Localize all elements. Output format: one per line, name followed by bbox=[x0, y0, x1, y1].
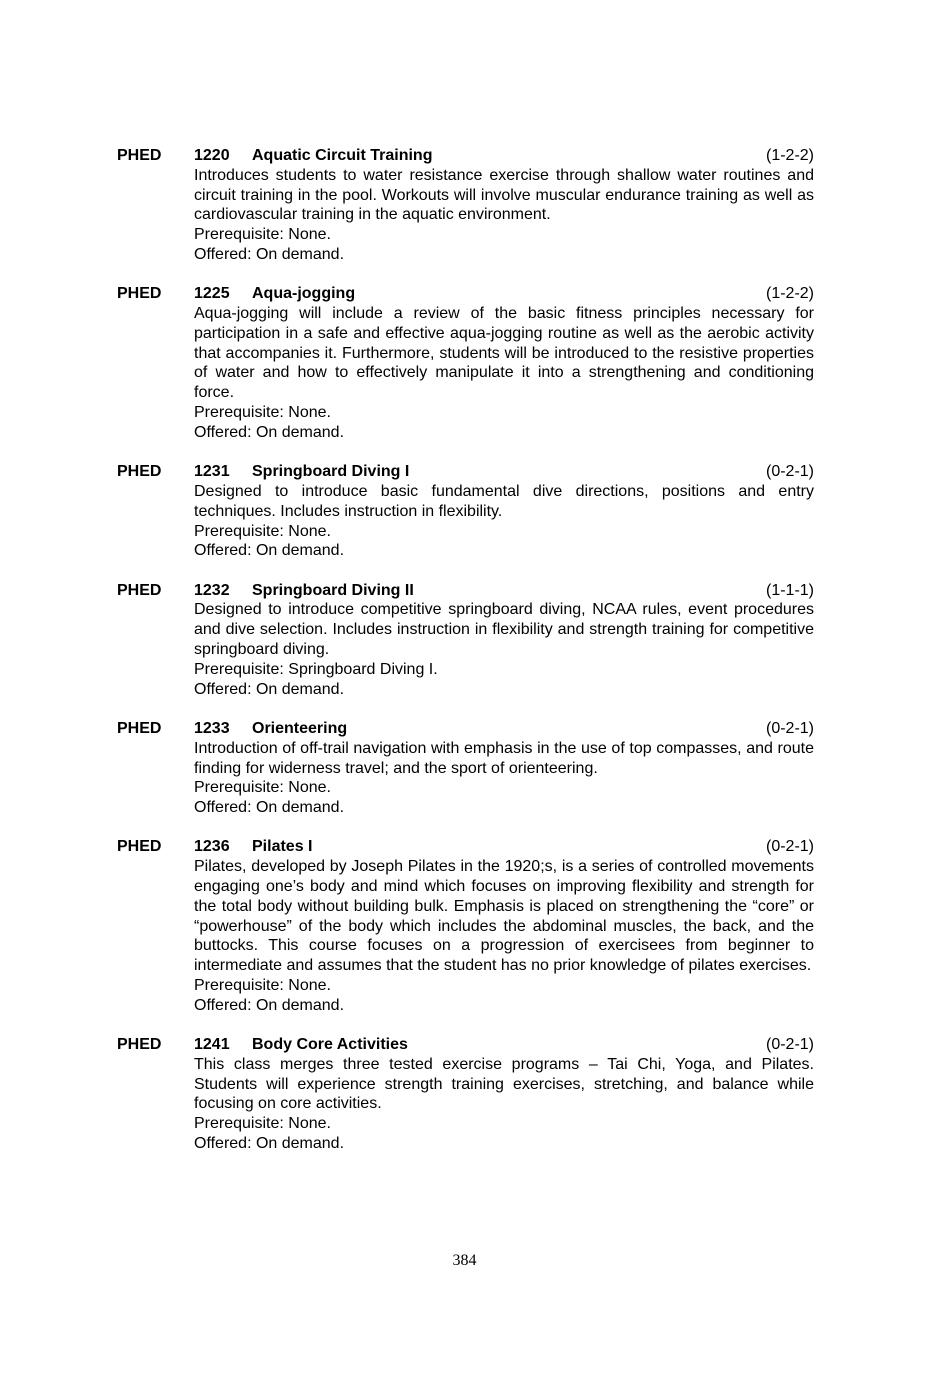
course-subject: PHED bbox=[117, 1036, 162, 1054]
course-title: Orienteering bbox=[252, 719, 348, 737]
course-offered: Offered: On demand. bbox=[194, 245, 345, 263]
course-entry bbox=[117, 146, 814, 265]
course-subject: PHED bbox=[117, 581, 162, 599]
course-hours: (1-2-2) bbox=[765, 285, 814, 303]
course-list bbox=[117, 146, 814, 1154]
course-prerequisite: Prerequisite: None. bbox=[194, 226, 331, 244]
course-title: Aqua-jogging bbox=[252, 285, 356, 303]
course-subject: PHED bbox=[117, 147, 162, 164]
course-title-line bbox=[194, 837, 312, 857]
course-body bbox=[194, 284, 814, 442]
course-heading bbox=[194, 284, 814, 304]
course-body bbox=[194, 581, 814, 700]
course-prerequisite: Prerequisite: None. bbox=[194, 779, 331, 797]
course-title: Aquatic Circuit Training bbox=[252, 147, 433, 164]
course-prerequisite: Prerequisite: None. bbox=[194, 976, 331, 994]
course-description: Designed to introduce basic fundamental dive directions, positions and entry techniques. Includes instruction in flexibility. bbox=[194, 482, 814, 520]
course-subject: PHED bbox=[117, 838, 162, 856]
course-heading bbox=[194, 1035, 814, 1055]
course-number: 1220 bbox=[194, 147, 230, 164]
course-hours: (0-2-1) bbox=[765, 1036, 814, 1054]
course-body bbox=[194, 837, 814, 1015]
course-number: 1241 bbox=[194, 1036, 230, 1054]
course-title-line bbox=[194, 284, 355, 304]
course-subject: PHED bbox=[117, 463, 162, 481]
course-description: Aqua-jogging will include a review of the basic fitness principles necessary for participation in a safe and effective aqua-jogging routine as well as the aerobic activity that accompanies it. Furthermore, students will be introduced to the resistive properties of water and how to effectively manipulate it into a strengthening and conditioning force. bbox=[194, 305, 814, 402]
course-offered: Offered: On demand. bbox=[194, 542, 345, 560]
course-offered: Offered: On demand. bbox=[194, 1135, 345, 1153]
course-title: Body Core Activities bbox=[252, 1036, 408, 1054]
course-title-line bbox=[194, 462, 409, 482]
course-title-line bbox=[194, 581, 414, 601]
course-offered: Offered: On demand. bbox=[194, 680, 345, 698]
course-entry bbox=[117, 1035, 814, 1154]
course-prerequisite: Prerequisite: None. bbox=[194, 404, 331, 422]
course-heading bbox=[194, 719, 814, 739]
course-entry bbox=[117, 581, 814, 700]
course-hours: (0-2-1) bbox=[765, 719, 814, 737]
course-offered: Offered: On demand. bbox=[194, 799, 345, 817]
course-title: Springboard Diving II bbox=[252, 581, 414, 599]
course-title: Pilates I bbox=[252, 838, 313, 856]
course-description: Introduction of off-trail navigation with emphasis in the use of top compasses, and route finding for widerness travel; and the sport of orienteering. bbox=[194, 739, 814, 777]
course-heading bbox=[194, 837, 814, 857]
page-number: 384 bbox=[452, 1252, 477, 1269]
course-entry bbox=[117, 462, 814, 561]
course-body bbox=[194, 1035, 814, 1154]
course-heading bbox=[194, 462, 814, 482]
course-number: 1232 bbox=[194, 581, 230, 599]
course-subject: PHED bbox=[117, 719, 162, 737]
course-offered: Offered: On demand. bbox=[194, 423, 345, 441]
course-title: Springboard Diving I bbox=[252, 463, 410, 481]
course-hours: (1-2-2) bbox=[765, 147, 814, 164]
course-body bbox=[194, 462, 814, 561]
course-title-line bbox=[194, 146, 432, 166]
course-entry bbox=[117, 284, 814, 442]
course-heading bbox=[194, 146, 814, 166]
course-number: 1236 bbox=[194, 838, 230, 856]
course-subject: PHED bbox=[117, 285, 162, 303]
course-description: This class merges three tested exercise programs – Tai Chi, Yoga, and Pilates. Students will experience strength training exercises, stretching, and balance while focusing on core activities. bbox=[194, 1055, 814, 1113]
course-body bbox=[194, 719, 814, 818]
course-description: Introduces students to water resistance exercise through shallow water routines and circuit training in the pool. Workouts will involve muscular endurance training as well as cardiovascular training in the aquatic environment. bbox=[194, 166, 814, 224]
course-number: 1231 bbox=[194, 463, 230, 481]
course-prerequisite: Prerequisite: Springboard Diving I. bbox=[194, 660, 438, 678]
course-description: Designed to introduce competitive springboard diving, NCAA rules, event procedures and dive selection. Includes instruction in flexibility and strength training for competitive springboard diving. bbox=[194, 601, 814, 659]
course-entry bbox=[117, 837, 814, 1015]
course-title-line bbox=[194, 1035, 408, 1055]
course-number: 1225 bbox=[194, 285, 230, 303]
course-number: 1233 bbox=[194, 719, 230, 737]
course-offered: Offered: On demand. bbox=[194, 996, 345, 1014]
course-hours: (1-1-1) bbox=[765, 581, 814, 599]
course-description: Pilates, developed by Joseph Pilates in the 1920;s, is a series of controlled movements engaging one’s body and mind which focuses on improving flexibility and strength for the total body without building bulk. Emphasis is placed on strengthening the “core” or “powerhouse” of the body which includes the abdominal muscles, the back, and the buttocks. This course focuses on a progression of exercisees from beginner to intermediate and assumes that the student has no prior knowledge of pilates exercises. bbox=[194, 858, 814, 975]
course-prerequisite: Prerequisite: None. bbox=[194, 522, 331, 540]
course-hours: (0-2-1) bbox=[765, 838, 814, 856]
course-hours: (0-2-1) bbox=[765, 463, 814, 481]
course-prerequisite: Prerequisite: None. bbox=[194, 1115, 331, 1133]
course-body bbox=[194, 146, 814, 265]
course-entry bbox=[117, 719, 814, 818]
course-heading bbox=[194, 581, 814, 601]
course-title-line bbox=[194, 719, 347, 739]
